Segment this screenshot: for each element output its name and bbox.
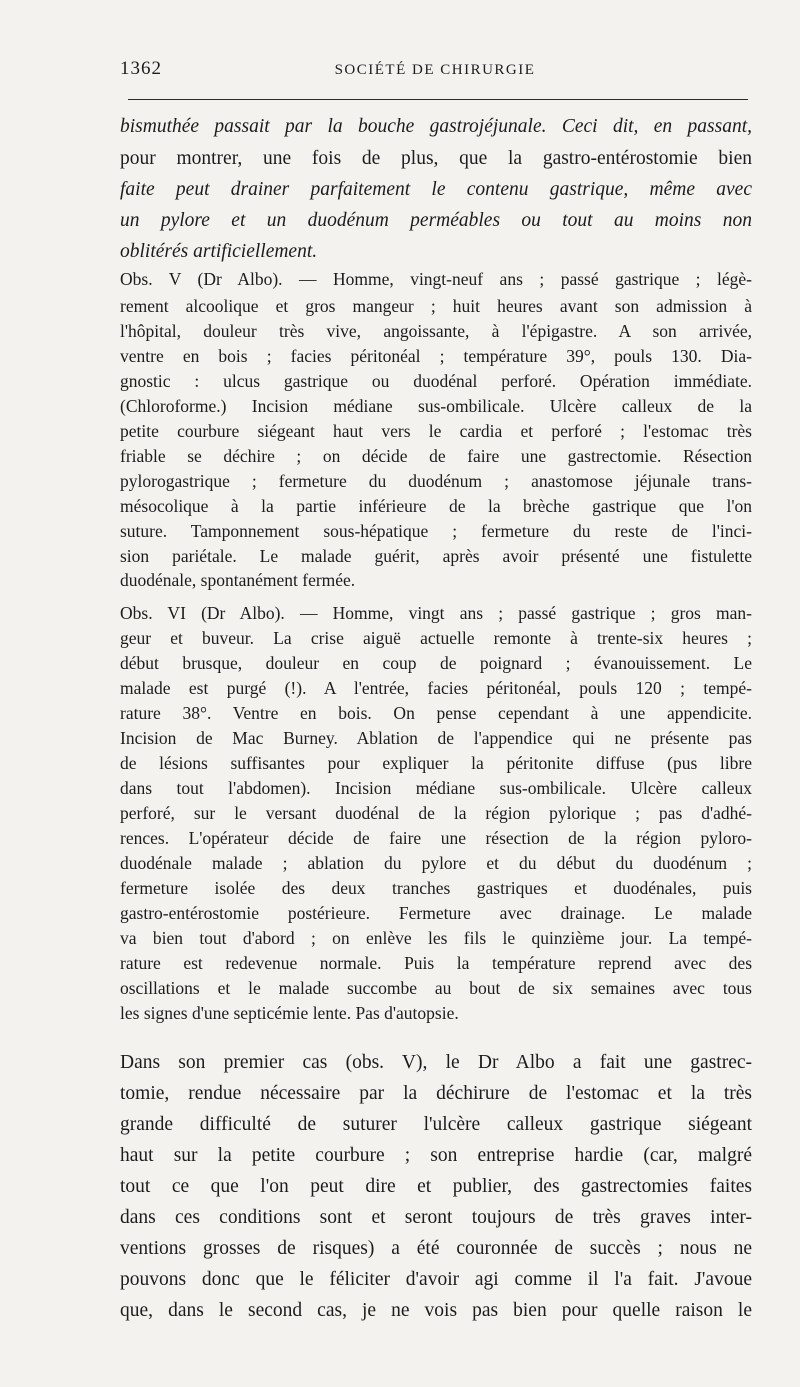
text-line: sion pariétale. Le malade guérit, après avoir présenté une fistulette [120,546,752,566]
text-line: gastro-entérostomie postérieure. Fermeture avec drainage. Le malade [120,903,752,923]
text-line: fermeture isolée des deux tranches gastriques et duodénales, puis [120,878,752,898]
text-line: perforé, sur le versant duodénal de la région pylorique ; pas d'adhé- [120,803,752,823]
text-line: début brusque, douleur en coup de poignard ; évanouissement. Le [120,653,752,673]
text-line: tout ce que l'on peut dire et publier, des gastrectomies faites [120,1176,752,1197]
text-line: suture. Tamponnement sous-hépatique ; fermeture du reste de l'inci- [120,521,752,541]
text-line [120,179,752,201]
text-line: gnostic : ulcus gastrique ou duodénal perforé. Opération immédiate. [120,371,752,391]
text-line [120,210,752,232]
text-line: rences. L'opérateur décide de faire une résection de la région pyloro- [120,828,752,848]
text-line: friable se déchire ; on décide de faire une gastrectomie. Résection [120,446,752,466]
text-line: rement alcoolique et gros mangeur ; huit heures avant son admission à [120,296,752,316]
text-line: Incision de Mac Burney. Ablation de l'appendice qui ne présente pas [120,728,752,748]
text-line [120,148,752,170]
text-italic: un pylore et un duodénum perméables ou tout au moins non [120,210,752,231]
running-title: SOCIÉTÉ DE CHIRURGIE [334,62,536,78]
text-line: pouvons donc que le féliciter d'avoir agi comme il l'a fait. J'avoue [120,1269,752,1290]
text-line [120,241,752,263]
text-line: (Chloroforme.) Incision médiane sus-ombilicale. Ulcère calleux de la [120,396,752,416]
page-number: 1362 [120,58,162,79]
text-line: les signes d'une septicémie lente. Pas d'autopsie. [120,1003,459,1023]
text-line: pylorogastrique ; fermeture du duodénum ; anastomose jéjunale trans- [120,471,752,491]
text-run: pour montrer, une fois de plus, que la gastro-entérostomie bien [120,148,752,169]
header-rule [128,99,748,100]
text-line: va bien tout d'abord ; on enlève les fils le quinzième jour. La tempé- [120,928,752,948]
text-line: ventre en bois ; facies péritonéal ; température 39°, pouls 130. Dia- [120,346,752,366]
text-line: Obs. VI (Dr Albo). — Homme, vingt ans ; passé gastrique ; gros man- [120,603,752,623]
text-line: que, dans le second cas, je ne vois pas bien pour quelle raison le [120,1300,752,1321]
text-line: l'hôpital, douleur très vive, angoissante, à l'épigastre. A son arrivée, [120,321,752,341]
text-line: Obs. V (Dr Albo). — Homme, vingt-neuf ans ; passé gastrique ; légè- [120,269,752,289]
text-line: dans ces conditions sont et seront toujours de très graves inter- [120,1207,752,1228]
text-italic: oblitérés artificiellement. [120,241,318,262]
text-line [120,116,752,138]
text-line: mésocolique à la partie inférieure de la brèche gastrique que l'on [120,496,752,516]
text-line: tomie, rendue nécessaire par la déchirure de l'estomac et la très [120,1083,752,1104]
text-line: malade est purgé (!). A l'entrée, facies péritonéal, pouls 120 ; tempé- [120,678,752,698]
text-line: dans tout l'abdomen). Incision médiane sus-ombilicale. Ulcère calleux [120,778,752,798]
text-line: ventions grosses de risques) a été couronnée de succès ; nous ne [120,1238,752,1259]
text-italic: bismuthée passait par la bouche gastrojéjunale. Ceci dit, en passant, [120,116,752,137]
text-line: rature 38°. Ventre en bois. On pense cependant à une appendicite. [120,703,752,723]
text-line: petite courbure siégeant haut vers le cardia et perforé ; l'estomac très [120,421,752,441]
text-line: geur et buveur. La crise aiguë actuelle remonte à trente-six heures ; [120,628,752,648]
text-line: duodénale malade ; ablation du pylore et du début du duodénum ; [120,853,752,873]
text-line: de lésions suffisantes pour expliquer la péritonite diffuse (pus libre [120,753,752,773]
text-line: duodénale, spontanément fermée. [120,570,356,590]
page-header [120,58,750,88]
text-italic: faite peut drainer parfaitement le contenu gastrique, même avec [120,179,752,200]
text-line: oscillations et le malade succombe au bout de six semaines avec tous [120,978,752,998]
text-line: rature est redevenue normale. Puis la température reprend avec des [120,953,752,973]
text-line: haut sur la petite courbure ; son entreprise hardie (car, malgré [120,1145,752,1166]
text-line: Dans son premier cas (obs. V), le Dr Albo a fait une gastrec- [120,1052,752,1073]
text-line: grande difficulté de suturer l'ulcère calleux gastrique siégeant [120,1114,752,1135]
